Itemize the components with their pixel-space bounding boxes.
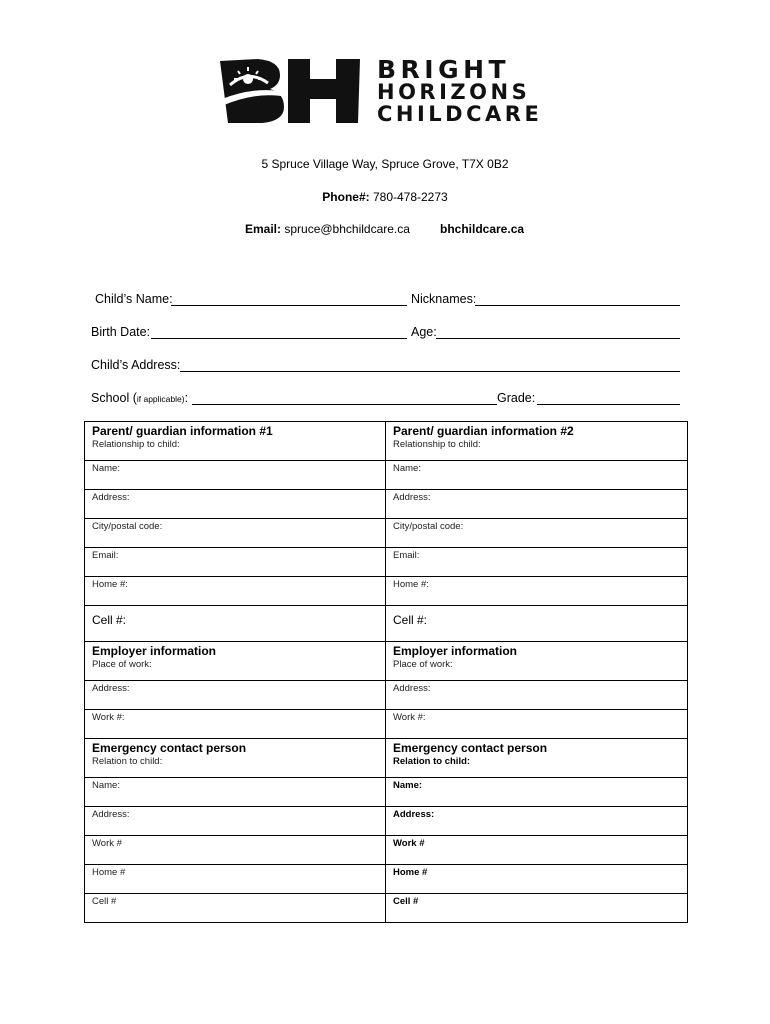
- work-label: Work #: [92, 838, 122, 849]
- guardian1-city-cell[interactable]: [85, 519, 386, 548]
- school-field[interactable]: [192, 404, 497, 405]
- table-row: [85, 519, 688, 548]
- relation-label: Relation to child:: [393, 756, 471, 767]
- emergency1-home-cell[interactable]: [85, 865, 386, 894]
- guardian1-name-cell[interactable]: [85, 461, 386, 490]
- relationship-label: Relationship to child:: [92, 439, 180, 450]
- guardian2-home-cell[interactable]: [386, 577, 688, 606]
- relation-label: Relation to child:: [92, 756, 163, 767]
- emergency2-work-cell[interactable]: [386, 836, 688, 865]
- employer-header: Employer information: [393, 644, 518, 658]
- emergency1-name-cell[interactable]: [85, 778, 386, 807]
- child-name-label: Child’s Name:: [95, 292, 173, 306]
- table-row: [85, 681, 688, 710]
- address-label: Address:: [393, 809, 435, 820]
- work-label: Work #: [393, 838, 425, 849]
- bh-mark-icon: [218, 55, 368, 127]
- phone-label: Phone#:: [322, 190, 370, 204]
- guardian2-place-of-work-cell[interactable]: [386, 642, 688, 681]
- table-row: [85, 865, 688, 894]
- table-row: [85, 894, 688, 923]
- phone-value: 780-478-2273: [372, 190, 448, 204]
- relationship-label: Relationship to child:: [393, 439, 481, 450]
- emergency1-work-cell[interactable]: [85, 836, 386, 865]
- emergency2-name-cell[interactable]: [386, 778, 688, 807]
- cell-label: Cell #:: [393, 613, 428, 627]
- emergency-header: Emergency contact person: [92, 741, 247, 755]
- emergency2-cell-cell[interactable]: [386, 894, 688, 923]
- home-label: Home #: [92, 867, 126, 878]
- table-row: [85, 778, 688, 807]
- employer-header: Employer information: [92, 644, 217, 658]
- guardian-info-table: [84, 421, 688, 923]
- child-name-field[interactable]: [171, 305, 407, 306]
- contact-address: 5 Spruce Village Way, Spruce Grove, T7X 0B2: [261, 157, 509, 171]
- guardian1-address-cell[interactable]: [85, 490, 386, 519]
- table-row: [85, 739, 688, 778]
- emergency2-address-cell[interactable]: [386, 807, 688, 836]
- guardian1-cell-cell[interactable]: [85, 606, 386, 642]
- guardian2-email-cell[interactable]: [386, 548, 688, 577]
- address-label: Address:: [393, 492, 431, 503]
- child-address-label: Child’s Address:: [91, 358, 181, 372]
- work-label: Work #:: [393, 712, 426, 723]
- email-label: Email:: [245, 222, 282, 236]
- home-label: Home #:: [393, 579, 429, 590]
- emergency-header: Emergency contact person: [393, 741, 548, 755]
- table-row: [85, 836, 688, 865]
- cell-label: Cell #: [393, 896, 419, 907]
- table-row: [85, 577, 688, 606]
- home-label: Home #:: [92, 579, 128, 590]
- birth-date-field[interactable]: [151, 338, 407, 339]
- school-label: [91, 391, 188, 405]
- table-row: [85, 548, 688, 577]
- guardian1-relationship-cell[interactable]: [85, 422, 386, 461]
- birth-date-label: Birth Date:: [91, 325, 151, 339]
- guardian2-work-address-cell[interactable]: [386, 681, 688, 710]
- email-label: Email:: [393, 550, 420, 561]
- grade-label: Grade:: [497, 391, 536, 405]
- guardian2-cell-cell[interactable]: [386, 606, 688, 642]
- logo-line-bright: BRIGHT: [377, 55, 511, 84]
- guardian2-work-phone-cell[interactable]: [386, 710, 688, 739]
- bright-horizons-logo: [218, 55, 558, 127]
- guardian2-name-cell[interactable]: [386, 461, 688, 490]
- name-label: Name:: [92, 463, 120, 474]
- school-note: if applicable): [136, 394, 185, 404]
- table-row: [85, 642, 688, 681]
- age-field[interactable]: [436, 338, 680, 339]
- address-label: Address:: [92, 492, 130, 503]
- city-label: City/postal code:: [92, 521, 163, 532]
- emergency2-home-cell[interactable]: [386, 865, 688, 894]
- place-of-work-label: Place of work:: [393, 659, 453, 670]
- nicknames-field[interactable]: [475, 305, 680, 306]
- logo-line-horizons: HORIZONS: [377, 80, 531, 104]
- table-row: [85, 461, 688, 490]
- guardian2-city-cell[interactable]: [386, 519, 688, 548]
- table-row: [85, 807, 688, 836]
- child-address-field[interactable]: [180, 371, 680, 372]
- table-row: [85, 606, 688, 642]
- contact-email: [245, 222, 410, 236]
- grade-field[interactable]: [537, 404, 680, 405]
- city-label: City/postal code:: [393, 521, 464, 532]
- address-label: Address:: [393, 683, 431, 694]
- name-label: Name:: [393, 463, 421, 474]
- emergency1-address-cell[interactable]: [85, 807, 386, 836]
- guardian1-email-cell[interactable]: [85, 548, 386, 577]
- home-label: Home #: [393, 867, 428, 878]
- cell-label: Cell #: [92, 896, 117, 907]
- cell-label: Cell #:: [92, 613, 127, 627]
- logo-line-childcare: CHILDCARE: [377, 102, 543, 126]
- guardian1-place-of-work-cell[interactable]: [85, 642, 386, 681]
- age-label: Age:: [411, 325, 437, 339]
- school-colon: :: [184, 391, 189, 405]
- name-label: Name:: [393, 780, 423, 791]
- contact-phone: [0, 190, 770, 204]
- name-label: Name:: [92, 780, 120, 791]
- address-label: Address:: [92, 809, 130, 820]
- emergency1-relation-cell[interactable]: [85, 739, 386, 778]
- nicknames-label: Nicknames:: [411, 292, 477, 306]
- emergency1-cell-cell[interactable]: [85, 894, 386, 923]
- school-text: School (: [91, 391, 137, 405]
- email-label: Email:: [92, 550, 119, 561]
- address-label: Address:: [92, 683, 130, 694]
- work-label: Work #:: [92, 712, 125, 723]
- place-of-work-label: Place of work:: [92, 659, 152, 670]
- table-row: [85, 710, 688, 739]
- guardian1-home-cell[interactable]: [85, 577, 386, 606]
- guardian1-work-phone-cell[interactable]: [85, 710, 386, 739]
- guardian2-relationship-cell[interactable]: [386, 422, 688, 461]
- emergency2-relation-cell[interactable]: [386, 739, 688, 778]
- guardian1-header: Parent/ guardian information #1: [92, 424, 273, 438]
- table-row: [85, 422, 688, 461]
- email-value[interactable]: spruce@bhchildcare.ca: [284, 222, 410, 236]
- guardian2-address-cell[interactable]: [386, 490, 688, 519]
- website-link[interactable]: bhchildcare.ca: [440, 222, 525, 236]
- guardian1-work-address-cell[interactable]: [85, 681, 386, 710]
- table-row: [85, 490, 688, 519]
- guardian2-header: Parent/ guardian information #2: [393, 424, 574, 438]
